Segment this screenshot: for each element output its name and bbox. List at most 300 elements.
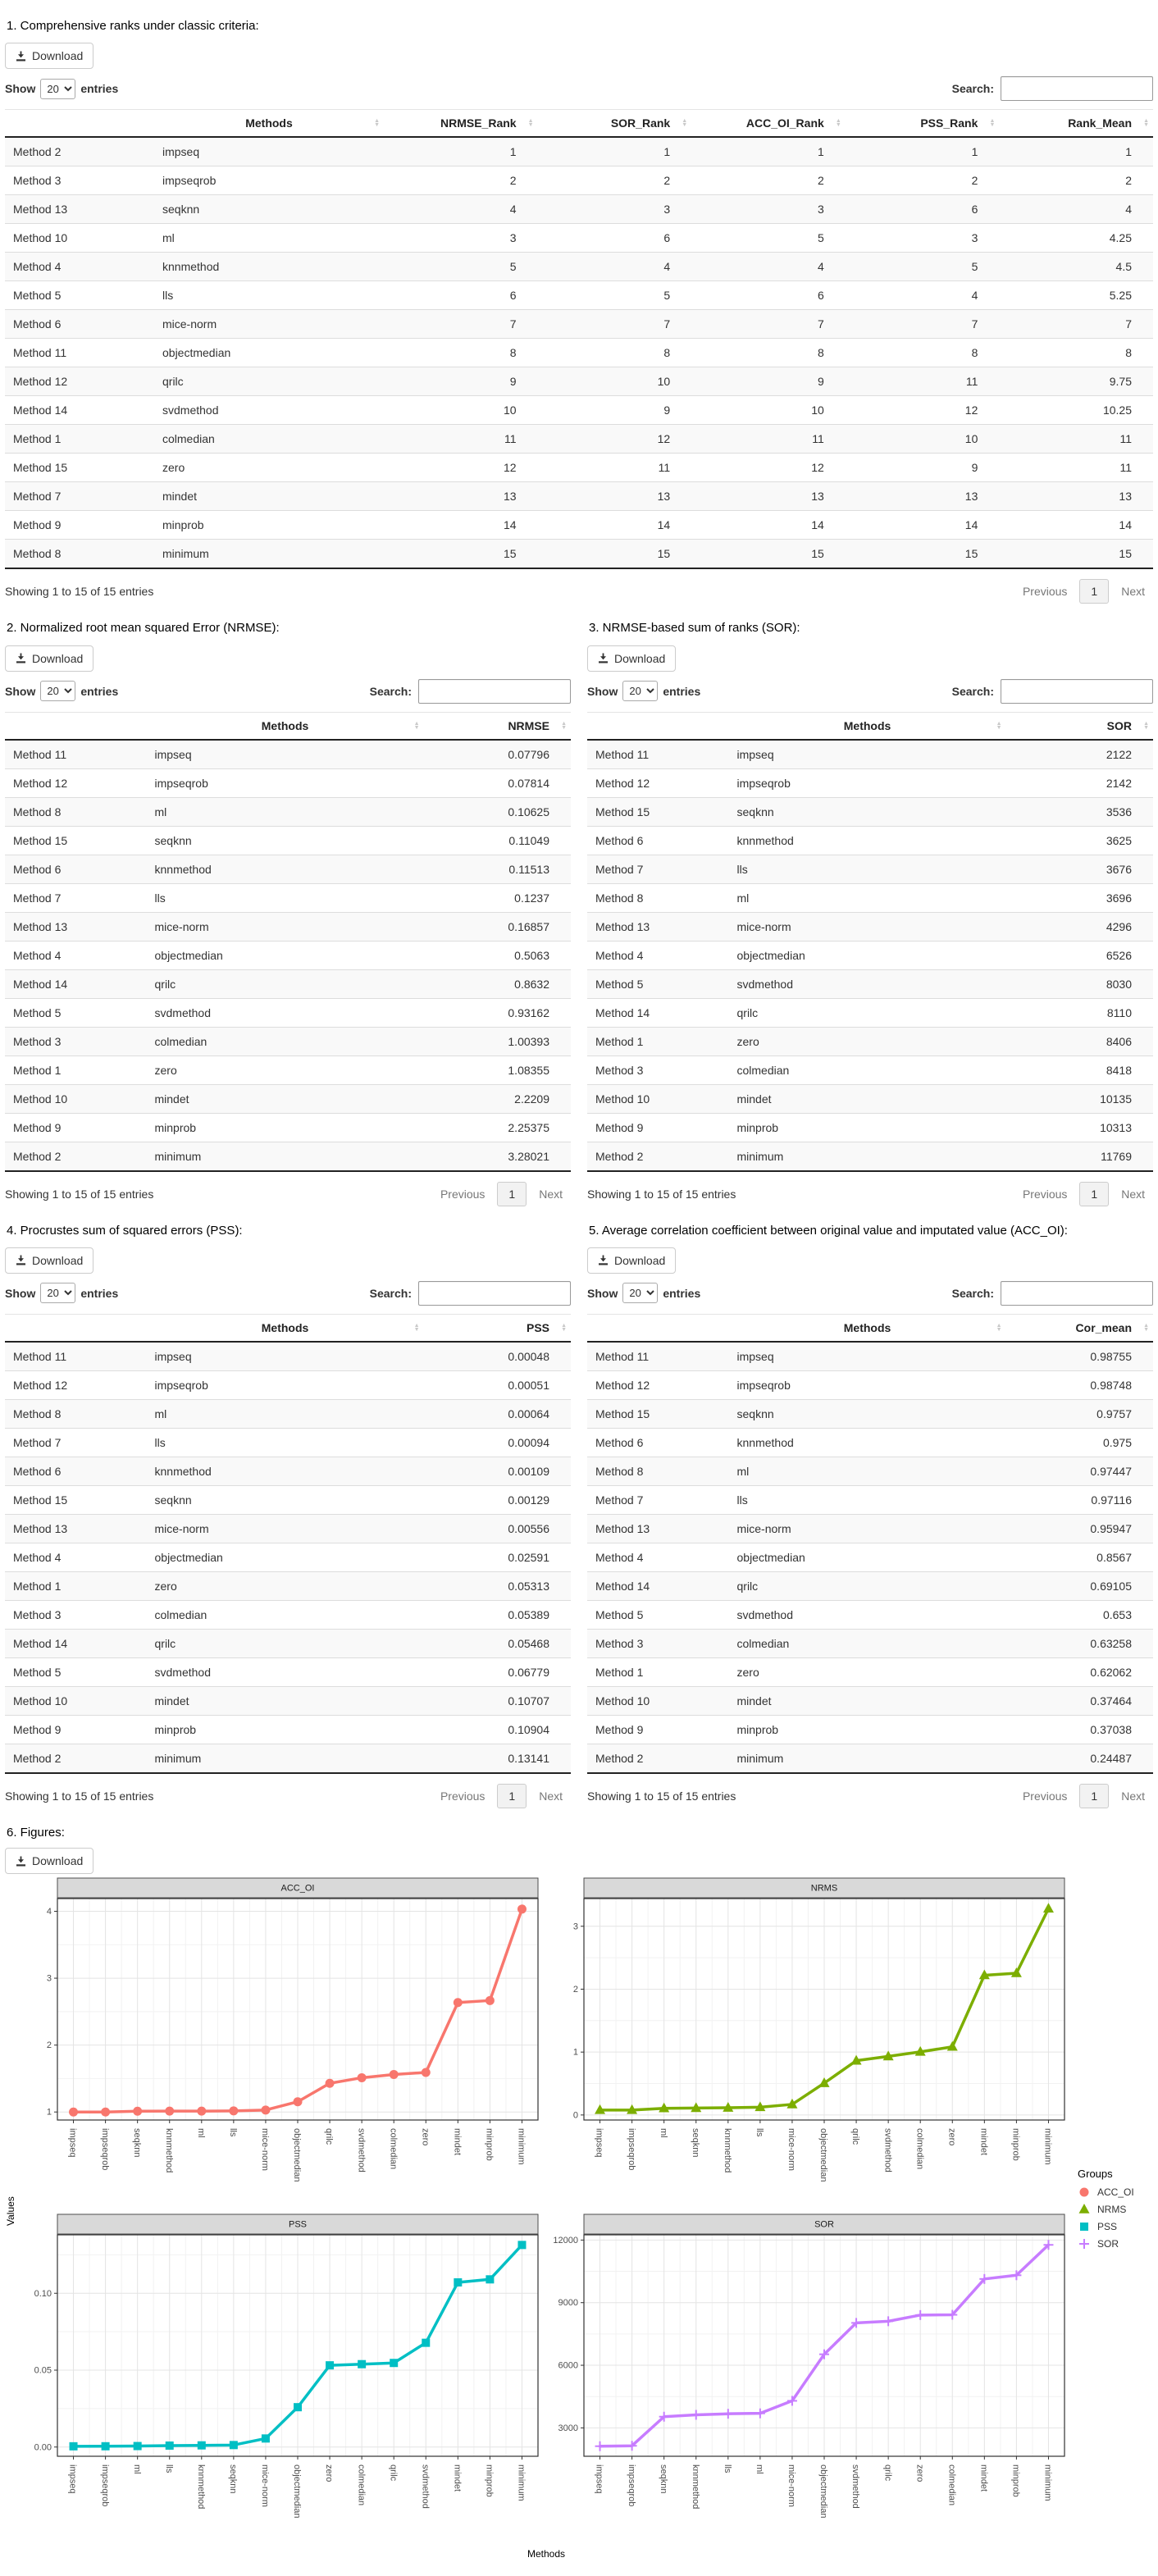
table-toolbar bbox=[587, 1281, 1153, 1306]
table-row bbox=[587, 1686, 1153, 1715]
cell-value: 0.653 bbox=[1102, 1607, 1132, 1621]
previous-page-button[interactable]: Previous bbox=[440, 1789, 486, 1803]
cell-method: mindet bbox=[736, 1694, 772, 1707]
svg-text:3: 3 bbox=[46, 1973, 52, 1984]
column-header-nrmse_rank[interactable]: NRMSE_Rank ▲ ▼ bbox=[384, 110, 538, 138]
column-header-rownames bbox=[5, 110, 154, 138]
table-row bbox=[587, 1485, 1153, 1514]
cell-value: 6 bbox=[663, 231, 671, 245]
page-length-control bbox=[5, 1283, 118, 1303]
column-header-sor[interactable]: SOR ▲ ▼ bbox=[1006, 712, 1153, 740]
cell-rowname: Method 1 bbox=[595, 1665, 644, 1679]
cell-method: knnmethod bbox=[736, 1435, 794, 1449]
table-row bbox=[5, 1600, 571, 1629]
cell-rowname: Method 13 bbox=[13, 1521, 68, 1535]
table-header-row bbox=[5, 1314, 571, 1342]
cell-method: knnmethod bbox=[154, 862, 212, 876]
svg-text:minprob: minprob bbox=[1010, 2464, 1021, 2497]
column-header-methods[interactable]: Methods ▲ ▼ bbox=[147, 712, 424, 740]
cell-value: 0.00064 bbox=[508, 1407, 549, 1420]
svg-text:minimum: minimum bbox=[1042, 2128, 1053, 2165]
column-header-pss_rank[interactable]: PSS_Rank ▲ ▼ bbox=[846, 110, 1000, 138]
cell-rowname: Method 10 bbox=[13, 1092, 68, 1106]
svg-text:lls: lls bbox=[755, 2128, 765, 2137]
table-row bbox=[587, 1457, 1153, 1485]
cell-value: 4.5 bbox=[1115, 260, 1132, 274]
cell-value: 0.10625 bbox=[508, 805, 549, 818]
column-header-cor_mean[interactable]: Cor_mean ▲ ▼ bbox=[1006, 1314, 1153, 1342]
cell-value: 4 bbox=[817, 260, 824, 274]
cell-value: 0.00051 bbox=[508, 1378, 549, 1392]
svg-text:mice-norm: mice-norm bbox=[260, 2128, 271, 2171]
cell-method: lls bbox=[154, 1435, 166, 1449]
cell-method: impseq bbox=[736, 747, 774, 761]
next-page-button[interactable]: Next bbox=[1121, 1789, 1145, 1803]
cell-method: lls bbox=[162, 289, 174, 303]
cell-value: 9.75 bbox=[1109, 375, 1132, 389]
cell-value: 0.8632 bbox=[514, 977, 549, 991]
cell-rowname: Method 8 bbox=[595, 891, 644, 905]
page-length-select[interactable] bbox=[40, 681, 75, 701]
table-row bbox=[587, 1113, 1153, 1142]
table-search bbox=[370, 679, 571, 704]
next-page-button[interactable]: Next bbox=[539, 1789, 563, 1803]
cell-value: 11 bbox=[1119, 461, 1132, 475]
cell-value: 3 bbox=[663, 203, 671, 217]
svg-text:seqknn: seqknn bbox=[658, 2464, 668, 2494]
previous-page-button[interactable]: Previous bbox=[1022, 1187, 1068, 1201]
current-page-button[interactable]: 1 bbox=[497, 1182, 527, 1206]
cell-value: 0.07796 bbox=[508, 747, 549, 761]
cell-method: minimum bbox=[736, 1149, 784, 1163]
svg-text:objectmedian: objectmedian bbox=[818, 2128, 829, 2182]
svg-text:impseqrob: impseqrob bbox=[99, 2464, 110, 2507]
cell-value: 0.93162 bbox=[508, 1005, 549, 1019]
cell-value: 1 bbox=[971, 145, 978, 159]
current-page-button[interactable]: 1 bbox=[1079, 1182, 1109, 1206]
table-row bbox=[587, 1428, 1153, 1457]
cell-value: 0.5063 bbox=[514, 948, 549, 962]
table-section bbox=[5, 620, 571, 1206]
cell-method: mindet bbox=[162, 490, 198, 504]
cell-rowname: Method 4 bbox=[595, 1550, 644, 1564]
previous-page-button[interactable]: Previous bbox=[1022, 1789, 1068, 1803]
cell-value: 2 bbox=[817, 174, 824, 188]
download-button[interactable] bbox=[587, 1247, 676, 1274]
entries-label: entries bbox=[80, 1286, 119, 1300]
download-icon bbox=[16, 1255, 26, 1265]
cell-rowname: Method 3 bbox=[13, 174, 62, 188]
data-table bbox=[5, 712, 571, 1172]
column-header-rownames bbox=[587, 712, 729, 740]
search-label: Search: bbox=[951, 82, 994, 96]
svg-text:colmedian: colmedian bbox=[914, 2128, 925, 2170]
svg-text:seqknn: seqknn bbox=[690, 2128, 700, 2158]
cell-value: 2122 bbox=[1106, 747, 1132, 761]
table-row bbox=[5, 310, 1153, 339]
next-page-button[interactable]: Next bbox=[539, 1187, 563, 1201]
cell-value: 8 bbox=[509, 346, 517, 360]
table-row bbox=[5, 1142, 571, 1171]
svg-text:impseq: impseq bbox=[67, 2464, 78, 2494]
cell-method: ml bbox=[162, 231, 175, 245]
cell-value: 0.05468 bbox=[508, 1636, 549, 1650]
cell-value: 4 bbox=[1125, 203, 1132, 217]
svg-text:colmedian: colmedian bbox=[388, 2128, 399, 2170]
cell-rowname: Method 4 bbox=[13, 1550, 62, 1564]
search-input[interactable] bbox=[1001, 1281, 1153, 1306]
svg-text:mice-norm: mice-norm bbox=[260, 2464, 271, 2507]
cell-rowname: Method 8 bbox=[595, 1464, 644, 1478]
cell-rowname: Method 14 bbox=[13, 1636, 68, 1650]
svg-text:impseqrob: impseqrob bbox=[626, 2464, 636, 2507]
cell-rowname: Method 15 bbox=[13, 461, 68, 475]
svg-text:colmedian: colmedian bbox=[356, 2464, 367, 2506]
previous-page-button[interactable]: Previous bbox=[1022, 585, 1068, 599]
cell-value: 7 bbox=[971, 317, 978, 331]
pagination bbox=[1014, 1784, 1153, 1808]
sort-icon[interactable]: ▲ ▼ bbox=[413, 720, 420, 731]
cell-value: 8406 bbox=[1106, 1034, 1132, 1048]
cell-value: 15 bbox=[811, 547, 824, 561]
sort-icon[interactable]: ▲ ▼ bbox=[1143, 720, 1149, 731]
sort-icon[interactable]: ▲ ▼ bbox=[413, 1322, 420, 1333]
download-button[interactable] bbox=[5, 43, 93, 69]
svg-text:impseq: impseq bbox=[594, 2128, 604, 2158]
svg-text:lls: lls bbox=[163, 2464, 174, 2473]
circle-marker-icon bbox=[1078, 2186, 1091, 2199]
cell-value: 2.25375 bbox=[508, 1120, 549, 1134]
svg-text:PSS: PSS bbox=[288, 2219, 308, 2230]
cell-rowname: Method 5 bbox=[13, 289, 62, 303]
current-page-button[interactable]: 1 bbox=[1079, 579, 1109, 604]
section-title: 5. Average correlation coefficient between original value and imputated value (ACC_OI): bbox=[589, 1223, 1068, 1238]
current-page-button[interactable]: 1 bbox=[1079, 1784, 1109, 1808]
sort-icon[interactable]: ▲ ▼ bbox=[989, 118, 996, 129]
cell-rowname: Method 13 bbox=[595, 919, 650, 933]
svg-text:1: 1 bbox=[572, 2047, 578, 2058]
cell-rowname: Method 4 bbox=[13, 260, 62, 274]
svg-text:impseqrob: impseqrob bbox=[99, 2128, 110, 2171]
cell-rowname: Method 7 bbox=[595, 1493, 644, 1507]
cell-method: svdmethod bbox=[154, 1005, 211, 1019]
svg-text:seqknn: seqknn bbox=[228, 2464, 239, 2494]
cell-rowname: Method 4 bbox=[595, 948, 644, 962]
svg-text:svdmethod: svdmethod bbox=[882, 2128, 893, 2173]
show-label: Show bbox=[5, 1286, 36, 1300]
cell-value: 6 bbox=[509, 289, 517, 303]
cell-method: impseqrob bbox=[154, 776, 208, 790]
table-row bbox=[5, 540, 1153, 569]
svg-text:0.05: 0.05 bbox=[34, 2365, 52, 2376]
column-header-methods[interactable]: Methods ▲ ▼ bbox=[154, 110, 384, 138]
cell-value: 3676 bbox=[1106, 862, 1132, 876]
table-section bbox=[587, 620, 1153, 1206]
cell-method: objectmedian bbox=[736, 948, 805, 962]
cell-rowname: Method 10 bbox=[595, 1092, 650, 1106]
cell-value: 0.05389 bbox=[508, 1607, 549, 1621]
table-row bbox=[5, 1629, 571, 1657]
download-button[interactable] bbox=[5, 1848, 93, 1874]
svg-text:zero: zero bbox=[946, 2128, 957, 2146]
data-table bbox=[5, 1314, 571, 1774]
section-title: 4. Procrustes sum of squared errors (PSS): bbox=[7, 1223, 243, 1238]
table-row bbox=[5, 1027, 571, 1055]
section-title: 1. Comprehensive ranks under classic criteria: bbox=[7, 19, 259, 33]
cell-method: impseq bbox=[154, 747, 192, 761]
sort-icon[interactable]: ▲ ▼ bbox=[1143, 118, 1149, 129]
table-section bbox=[587, 1223, 1153, 1808]
table-header-row bbox=[5, 712, 571, 740]
cell-value: 0.00129 bbox=[508, 1493, 549, 1507]
pagination bbox=[1014, 1182, 1153, 1206]
svg-text:svdmethod: svdmethod bbox=[850, 2464, 861, 2509]
svg-text:knnmethod: knnmethod bbox=[722, 2128, 732, 2173]
cell-method: svdmethod bbox=[162, 403, 219, 417]
cell-rowname: Method 5 bbox=[13, 1005, 62, 1019]
svg-text:NRMS: NRMS bbox=[810, 1883, 838, 1894]
sort-icon[interactable]: ▲ ▼ bbox=[682, 118, 688, 129]
cell-value: 13 bbox=[964, 490, 978, 504]
page-length-select[interactable] bbox=[622, 1283, 658, 1303]
cell-method: objectmedian bbox=[162, 346, 231, 360]
column-header-methods[interactable]: Methods ▲ ▼ bbox=[729, 1314, 1006, 1342]
cell-value: 3.28021 bbox=[508, 1149, 549, 1163]
sort-icon[interactable]: ▲ ▼ bbox=[1143, 1322, 1149, 1333]
cell-rowname: Method 5 bbox=[13, 1665, 62, 1679]
table-row bbox=[587, 1370, 1153, 1399]
column-header-methods[interactable]: Methods ▲ ▼ bbox=[729, 712, 1006, 740]
table-row bbox=[5, 1485, 571, 1514]
svg-text:minprob: minprob bbox=[484, 2464, 495, 2497]
legend-item-nrms bbox=[1078, 2203, 1134, 2216]
cell-value: 0.37038 bbox=[1090, 1722, 1132, 1736]
cell-rowname: Method 14 bbox=[13, 403, 68, 417]
cell-rowname: Method 6 bbox=[595, 1435, 644, 1449]
cell-value: 5 bbox=[971, 260, 978, 274]
legend-item-sor bbox=[1078, 2237, 1134, 2250]
table-row bbox=[5, 883, 571, 912]
download-button[interactable] bbox=[587, 645, 676, 672]
table-row bbox=[5, 195, 1153, 224]
cell-value: 6526 bbox=[1106, 948, 1132, 962]
svg-text:2: 2 bbox=[572, 1984, 578, 1995]
cell-value: 8 bbox=[1125, 346, 1132, 360]
cell-rowname: Method 15 bbox=[595, 1407, 650, 1420]
svg-text:mindet: mindet bbox=[978, 2464, 989, 2492]
cell-value: 7 bbox=[509, 317, 517, 331]
svg-text:mindet: mindet bbox=[978, 2128, 989, 2156]
figure-panel-nrms bbox=[546, 1877, 1073, 2209]
previous-page-button[interactable]: Previous bbox=[440, 1187, 486, 1201]
cell-method: impseqrob bbox=[162, 174, 217, 188]
column-header-nrmse[interactable]: NRMSE ▲ ▼ bbox=[424, 712, 571, 740]
sort-icon[interactable]: ▲ ▼ bbox=[996, 1322, 1002, 1333]
cell-value: 13 bbox=[504, 490, 517, 504]
table-row bbox=[587, 1514, 1153, 1543]
column-header-sor_rank[interactable]: SOR_Rank ▲ ▼ bbox=[538, 110, 692, 138]
cell-method: ml bbox=[736, 1464, 750, 1478]
table-footer bbox=[5, 1784, 571, 1808]
search-input[interactable] bbox=[1001, 679, 1153, 704]
table-search bbox=[952, 1281, 1153, 1306]
download-label: Download bbox=[614, 1253, 666, 1267]
cell-rowname: Method 10 bbox=[13, 231, 68, 245]
table-row bbox=[587, 826, 1153, 855]
cell-rowname: Method 12 bbox=[595, 776, 650, 790]
cell-rowname: Method 10 bbox=[13, 1694, 68, 1707]
cell-method: zero bbox=[736, 1034, 759, 1048]
svg-text:minprob: minprob bbox=[1010, 2128, 1021, 2161]
table-row bbox=[5, 224, 1153, 253]
cell-value: 14 bbox=[657, 518, 671, 532]
cell-value: 9 bbox=[509, 375, 517, 389]
table-row bbox=[5, 1428, 571, 1457]
table-info: Showing 1 to 15 of 15 entries bbox=[587, 1187, 736, 1201]
table-row bbox=[587, 1084, 1153, 1113]
figures-block bbox=[5, 1877, 1153, 2560]
cell-value: 2.2209 bbox=[514, 1092, 549, 1106]
table-row bbox=[5, 166, 1153, 195]
cell-value: 3 bbox=[509, 231, 517, 245]
table-footer bbox=[5, 1182, 571, 1206]
current-page-button[interactable]: 1 bbox=[497, 1784, 527, 1808]
cell-value: 0.02591 bbox=[508, 1550, 549, 1564]
search-label: Search: bbox=[369, 1286, 412, 1300]
cell-method: impseq bbox=[154, 1349, 192, 1363]
table-row bbox=[587, 1744, 1153, 1773]
cell-method: mice-norm bbox=[162, 317, 217, 331]
cell-method: minprob bbox=[154, 1722, 197, 1736]
cell-value: 0.1237 bbox=[514, 891, 549, 905]
svg-text:qrilc: qrilc bbox=[882, 2464, 893, 2482]
cell-value: 3 bbox=[971, 231, 978, 245]
page-length-select[interactable] bbox=[622, 681, 658, 701]
legend-label: NRMS bbox=[1097, 2204, 1127, 2215]
svg-text:objectmedian: objectmedian bbox=[818, 2464, 829, 2519]
cell-rowname: Method 2 bbox=[13, 1149, 62, 1163]
cell-value: 0.37464 bbox=[1090, 1694, 1132, 1707]
table-row bbox=[5, 941, 571, 969]
cell-rowname: Method 9 bbox=[13, 1120, 62, 1134]
show-label: Show bbox=[587, 1286, 618, 1300]
cell-rowname: Method 9 bbox=[13, 1722, 62, 1736]
download-icon bbox=[598, 1255, 609, 1265]
section-title: 2. Normalized root mean squared Error (NRMSE): bbox=[7, 621, 280, 636]
page-length-control bbox=[587, 681, 700, 701]
cell-value: 5.25 bbox=[1109, 289, 1132, 303]
svg-text:objectmedian: objectmedian bbox=[292, 2128, 303, 2182]
cell-value: 1 bbox=[509, 145, 517, 159]
svg-text:impseq: impseq bbox=[67, 2128, 78, 2158]
cell-method: lls bbox=[736, 862, 748, 876]
cell-value: 10.25 bbox=[1102, 403, 1132, 417]
cell-value: 0.06779 bbox=[508, 1665, 549, 1679]
cell-value: 10 bbox=[811, 403, 824, 417]
show-label: Show bbox=[587, 684, 618, 698]
search-input[interactable] bbox=[1001, 76, 1153, 101]
column-header-methods[interactable]: Methods ▲ ▼ bbox=[147, 1314, 424, 1342]
sort-icon[interactable]: ▲ ▼ bbox=[835, 118, 841, 129]
cell-method: mice-norm bbox=[154, 1521, 209, 1535]
page-length-select[interactable] bbox=[40, 1283, 75, 1303]
svg-text:knnmethod: knnmethod bbox=[163, 2128, 174, 2173]
cell-rowname: Method 1 bbox=[13, 1063, 62, 1077]
sort-icon[interactable]: ▲ ▼ bbox=[561, 1322, 567, 1333]
next-page-button[interactable]: Next bbox=[1121, 585, 1145, 599]
download-icon bbox=[16, 51, 26, 62]
download-button[interactable] bbox=[5, 1247, 93, 1274]
cell-method: objectmedian bbox=[154, 948, 223, 962]
search-input[interactable] bbox=[418, 679, 571, 704]
cell-rowname: Method 12 bbox=[13, 1378, 68, 1392]
cell-rowname: Method 7 bbox=[13, 1435, 62, 1449]
cell-method: impseq bbox=[162, 145, 200, 159]
legend-item-pss bbox=[1078, 2220, 1134, 2233]
cell-method: ml bbox=[736, 891, 750, 905]
column-header-rank_mean[interactable]: Rank_Mean ▲ ▼ bbox=[999, 110, 1153, 138]
column-header-pss[interactable]: PSS ▲ ▼ bbox=[424, 1314, 571, 1342]
cell-value: 0.05313 bbox=[508, 1579, 549, 1593]
cell-value: 0.16857 bbox=[508, 919, 549, 933]
svg-text:ml: ml bbox=[658, 2128, 668, 2138]
cell-value: 4 bbox=[971, 289, 978, 303]
search-input[interactable] bbox=[418, 1281, 571, 1306]
column-header-acc_oi_rank[interactable]: ACC_OI_Rank ▲ ▼ bbox=[691, 110, 846, 138]
sort-icon[interactable]: ▲ ▼ bbox=[527, 118, 534, 129]
download-label: Download bbox=[32, 1253, 84, 1267]
sort-icon[interactable]: ▲ ▼ bbox=[996, 720, 1002, 731]
cell-rowname: Method 12 bbox=[13, 375, 68, 389]
sort-icon[interactable]: ▲ ▼ bbox=[561, 720, 567, 731]
page-length-select[interactable] bbox=[40, 79, 75, 99]
search-label: Search: bbox=[369, 684, 412, 698]
cell-value: 0.24487 bbox=[1090, 1751, 1132, 1765]
table-row bbox=[587, 1027, 1153, 1055]
cell-value: 8 bbox=[971, 346, 978, 360]
cell-value: 12 bbox=[811, 461, 824, 475]
cell-value: 13 bbox=[811, 490, 824, 504]
cell-value: 0.97116 bbox=[1091, 1493, 1132, 1507]
table-row bbox=[587, 912, 1153, 941]
cell-value: 1 bbox=[1125, 145, 1132, 159]
cell-value: 0.11049 bbox=[508, 833, 549, 847]
svg-text:objectmedian: objectmedian bbox=[292, 2464, 303, 2519]
table-row bbox=[5, 454, 1153, 482]
cell-method: qrilc bbox=[736, 1579, 759, 1593]
cell-value: 0.62062 bbox=[1090, 1665, 1132, 1679]
legend-item-acc_oi bbox=[1078, 2186, 1134, 2199]
cell-value: 2 bbox=[1125, 174, 1132, 188]
legend-label: ACC_OI bbox=[1097, 2186, 1134, 2198]
cell-rowname: Method 4 bbox=[13, 948, 62, 962]
cell-value: 9 bbox=[817, 375, 824, 389]
download-button[interactable] bbox=[5, 645, 93, 672]
next-page-button[interactable]: Next bbox=[1121, 1187, 1145, 1201]
cell-value: 0.98748 bbox=[1090, 1378, 1132, 1392]
cell-value: 12 bbox=[657, 432, 671, 446]
cell-rowname: Method 11 bbox=[13, 346, 67, 360]
cell-value: 1.00393 bbox=[508, 1034, 549, 1048]
table-row bbox=[5, 1055, 571, 1084]
show-label: Show bbox=[5, 82, 36, 96]
sort-icon[interactable]: ▲ ▼ bbox=[374, 118, 380, 129]
cell-method: minprob bbox=[154, 1120, 197, 1134]
entries-label: entries bbox=[80, 684, 119, 698]
svg-text:minprob: minprob bbox=[484, 2128, 495, 2161]
cell-method: svdmethod bbox=[736, 1607, 793, 1621]
table-info: Showing 1 to 15 of 15 entries bbox=[5, 585, 154, 599]
